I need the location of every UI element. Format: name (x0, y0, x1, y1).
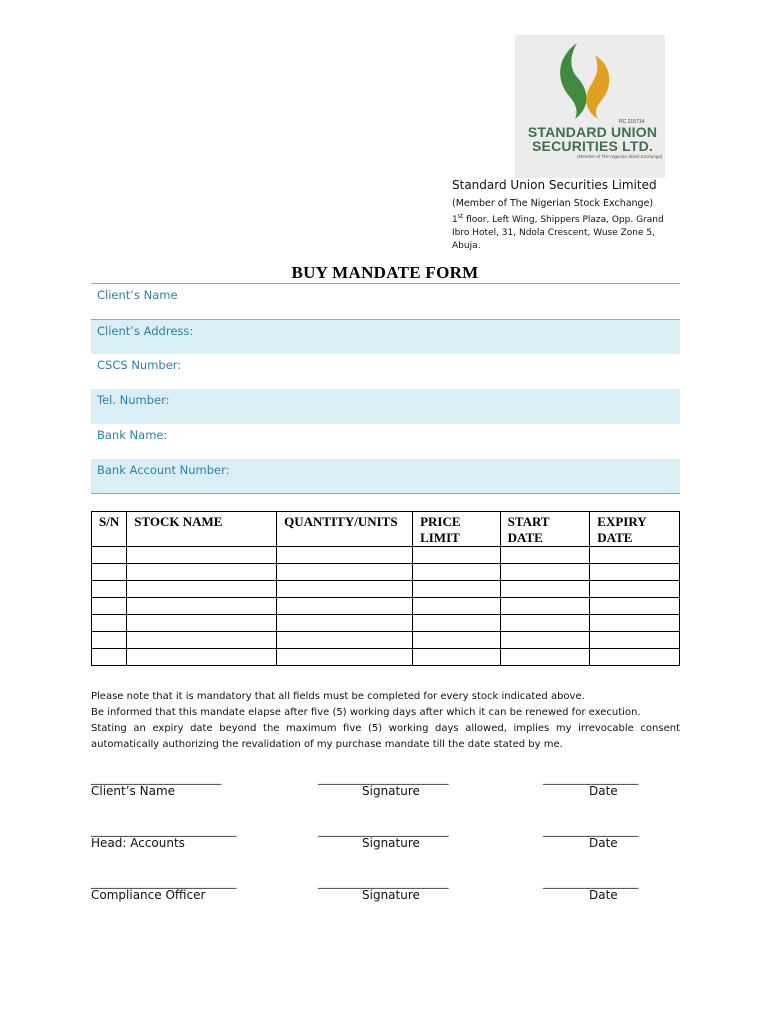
table-cell[interactable] (500, 581, 590, 598)
signature-line: _____________________________ (91, 824, 236, 837)
note-elapse: Be informed that this mandate elapse after five (5) working days after which it can be renewed for execution. (91, 707, 641, 718)
table-cell[interactable] (413, 564, 501, 581)
note-expiry-consent: Stating an expiry date beyond the maximum five (5) working days allowed, implies my irrevocable consent automatically authorizing the revalidation of my purchase mandate till the date stated by me. (91, 723, 680, 750)
mandate-notes (91, 689, 680, 753)
client-signature-signoff[interactable] (318, 772, 448, 798)
bank-name-field[interactable] (91, 424, 680, 459)
client-address-label: Client’s Address: (97, 324, 194, 338)
signature-line: __________________________ (318, 876, 448, 889)
signoff-label: Signature (362, 888, 420, 902)
note-mandatory: Please note that it is mandatory that all fields must be completed for every stock indicated above. (91, 691, 585, 702)
client-name-label: Client’s Name (97, 288, 178, 302)
table-row (92, 615, 680, 632)
table-cell[interactable] (127, 564, 277, 581)
header-expiry-line2: DATE (597, 530, 633, 545)
table-body (92, 547, 680, 666)
table-cell[interactable] (413, 649, 501, 666)
header-expiry-line1: EXPIRY (597, 514, 647, 529)
logo-tagline: (Member of The Nigerian Stock Exchange) (577, 154, 663, 159)
table-cell[interactable] (92, 547, 127, 564)
stock-order-table (91, 511, 680, 666)
table-cell[interactable] (413, 632, 501, 649)
table-cell[interactable] (92, 581, 127, 598)
table-row (92, 581, 680, 598)
signature-line: ___________________ (543, 772, 638, 785)
table-cell[interactable] (127, 598, 277, 615)
company-name: Standard Union Securities Limited (452, 178, 657, 192)
signature-line: __________________________ (318, 772, 448, 785)
signoff-label: Signature (362, 784, 420, 798)
company-info (452, 178, 702, 253)
header-price-line2: LIMIT (420, 530, 460, 545)
head-accounts-signature-signoff[interactable] (318, 824, 448, 850)
compliance-date-signoff[interactable] (543, 876, 638, 902)
signoff-label: Date (589, 784, 618, 798)
table-cell[interactable] (590, 632, 680, 649)
signoff-label: Signature (362, 836, 420, 850)
table-cell[interactable] (277, 598, 413, 615)
table-cell[interactable] (500, 649, 590, 666)
client-date-signoff[interactable] (543, 772, 638, 798)
logo-name-line2: SECURITIES LTD. (532, 138, 653, 154)
table-cell[interactable] (127, 615, 277, 632)
table-cell[interactable] (277, 615, 413, 632)
bank-name-label: Bank Name: (97, 428, 168, 442)
table-cell[interactable] (92, 615, 127, 632)
table-cell[interactable] (277, 564, 413, 581)
header-expiry-date (590, 512, 680, 547)
table-cell[interactable] (500, 564, 590, 581)
table-cell[interactable] (92, 598, 127, 615)
table-cell[interactable] (590, 615, 680, 632)
bank-account-label: Bank Account Number: (97, 463, 230, 477)
signoff-label: Compliance Officer (91, 888, 206, 902)
table-cell[interactable] (590, 547, 680, 564)
company-logo (515, 35, 665, 178)
table-row (92, 649, 680, 666)
table-cell[interactable] (127, 581, 277, 598)
table-cell[interactable] (92, 564, 127, 581)
header-quantity: QUANTITY/UNITS (277, 512, 413, 547)
table-cell[interactable] (277, 581, 413, 598)
logo-name-line1: STANDARD UNION (527, 124, 658, 140)
signature-line: _____________________________ (91, 876, 236, 889)
table-cell[interactable] (500, 547, 590, 564)
company-address-line1 (452, 210, 702, 227)
compliance-signature-signoff[interactable] (318, 876, 448, 902)
table-cell[interactable] (413, 615, 501, 632)
header-price-line1: PRICE (420, 514, 461, 529)
tel-number-field[interactable] (91, 389, 680, 424)
logo-wordmark (525, 125, 660, 153)
address-floor-number: 1 (452, 215, 458, 225)
table-cell[interactable] (590, 564, 680, 581)
table-cell[interactable] (277, 632, 413, 649)
table-cell[interactable] (413, 598, 501, 615)
logo-reg-number: RC 215714 (619, 119, 645, 125)
compliance-officer-signoff[interactable] (91, 876, 236, 902)
signature-line: __________________________ (318, 824, 448, 837)
table-row (92, 632, 680, 649)
signoff-label: Client’s Name (91, 784, 176, 798)
header-stock-name: STOCK NAME (127, 512, 277, 547)
header-price-limit (413, 512, 501, 547)
table-cell[interactable] (500, 598, 590, 615)
client-name-field[interactable] (91, 283, 680, 318)
table-cell[interactable] (127, 547, 277, 564)
table-cell[interactable] (277, 547, 413, 564)
header-start-line2: DATE (507, 530, 543, 545)
table-cell[interactable] (277, 649, 413, 666)
table-cell[interactable] (92, 649, 127, 666)
table-cell[interactable] (92, 632, 127, 649)
client-name-signoff[interactable] (91, 772, 221, 798)
signoff-label: Date (589, 836, 618, 850)
head-accounts-signoff[interactable] (91, 824, 236, 850)
table-cell[interactable] (590, 649, 680, 666)
table-header-row (92, 512, 680, 547)
table-cell[interactable] (127, 632, 277, 649)
table-cell[interactable] (413, 547, 501, 564)
table-cell[interactable] (413, 581, 501, 598)
bank-account-field[interactable] (91, 459, 680, 494)
signature-line: ___________________ (543, 824, 638, 837)
company-address-line2: Ibro Hotel, 31, Ndola Crescent, Wuse Zone 5, (452, 228, 655, 238)
signature-line: ___________________ (543, 876, 638, 889)
address-line1-text: floor, Left Wing, Shippers Plaza, Opp. Grand (463, 215, 664, 225)
company-address-line3: Abuja. (452, 241, 481, 251)
table-cell[interactable] (500, 632, 590, 649)
head-accounts-date-signoff[interactable] (543, 824, 638, 850)
cscs-number-field[interactable] (91, 354, 680, 389)
table-row (92, 564, 680, 581)
address-floor-suffix: st (457, 213, 464, 220)
client-address-field[interactable] (91, 319, 680, 354)
table-row (92, 547, 680, 564)
signoff-label: Date (589, 888, 618, 902)
signature-line: __________________________ (91, 772, 221, 785)
header-start-line1: START (507, 514, 550, 529)
table-cell[interactable] (590, 581, 680, 598)
table-cell[interactable] (590, 598, 680, 615)
header-start-date (500, 512, 590, 547)
company-member-note: (Member of The Nigerian Stock Exchange) (452, 198, 654, 209)
table-row (92, 598, 680, 615)
tel-number-label: Tel. Number: (97, 393, 170, 407)
header-sn: S/N (92, 512, 127, 547)
table-cell[interactable] (500, 615, 590, 632)
table-cell[interactable] (127, 649, 277, 666)
cscs-number-label: CSCS Number: (97, 358, 182, 372)
form-title: BUY MANDATE FORM (291, 263, 479, 282)
signoff-label: Head: Accounts (91, 836, 185, 850)
